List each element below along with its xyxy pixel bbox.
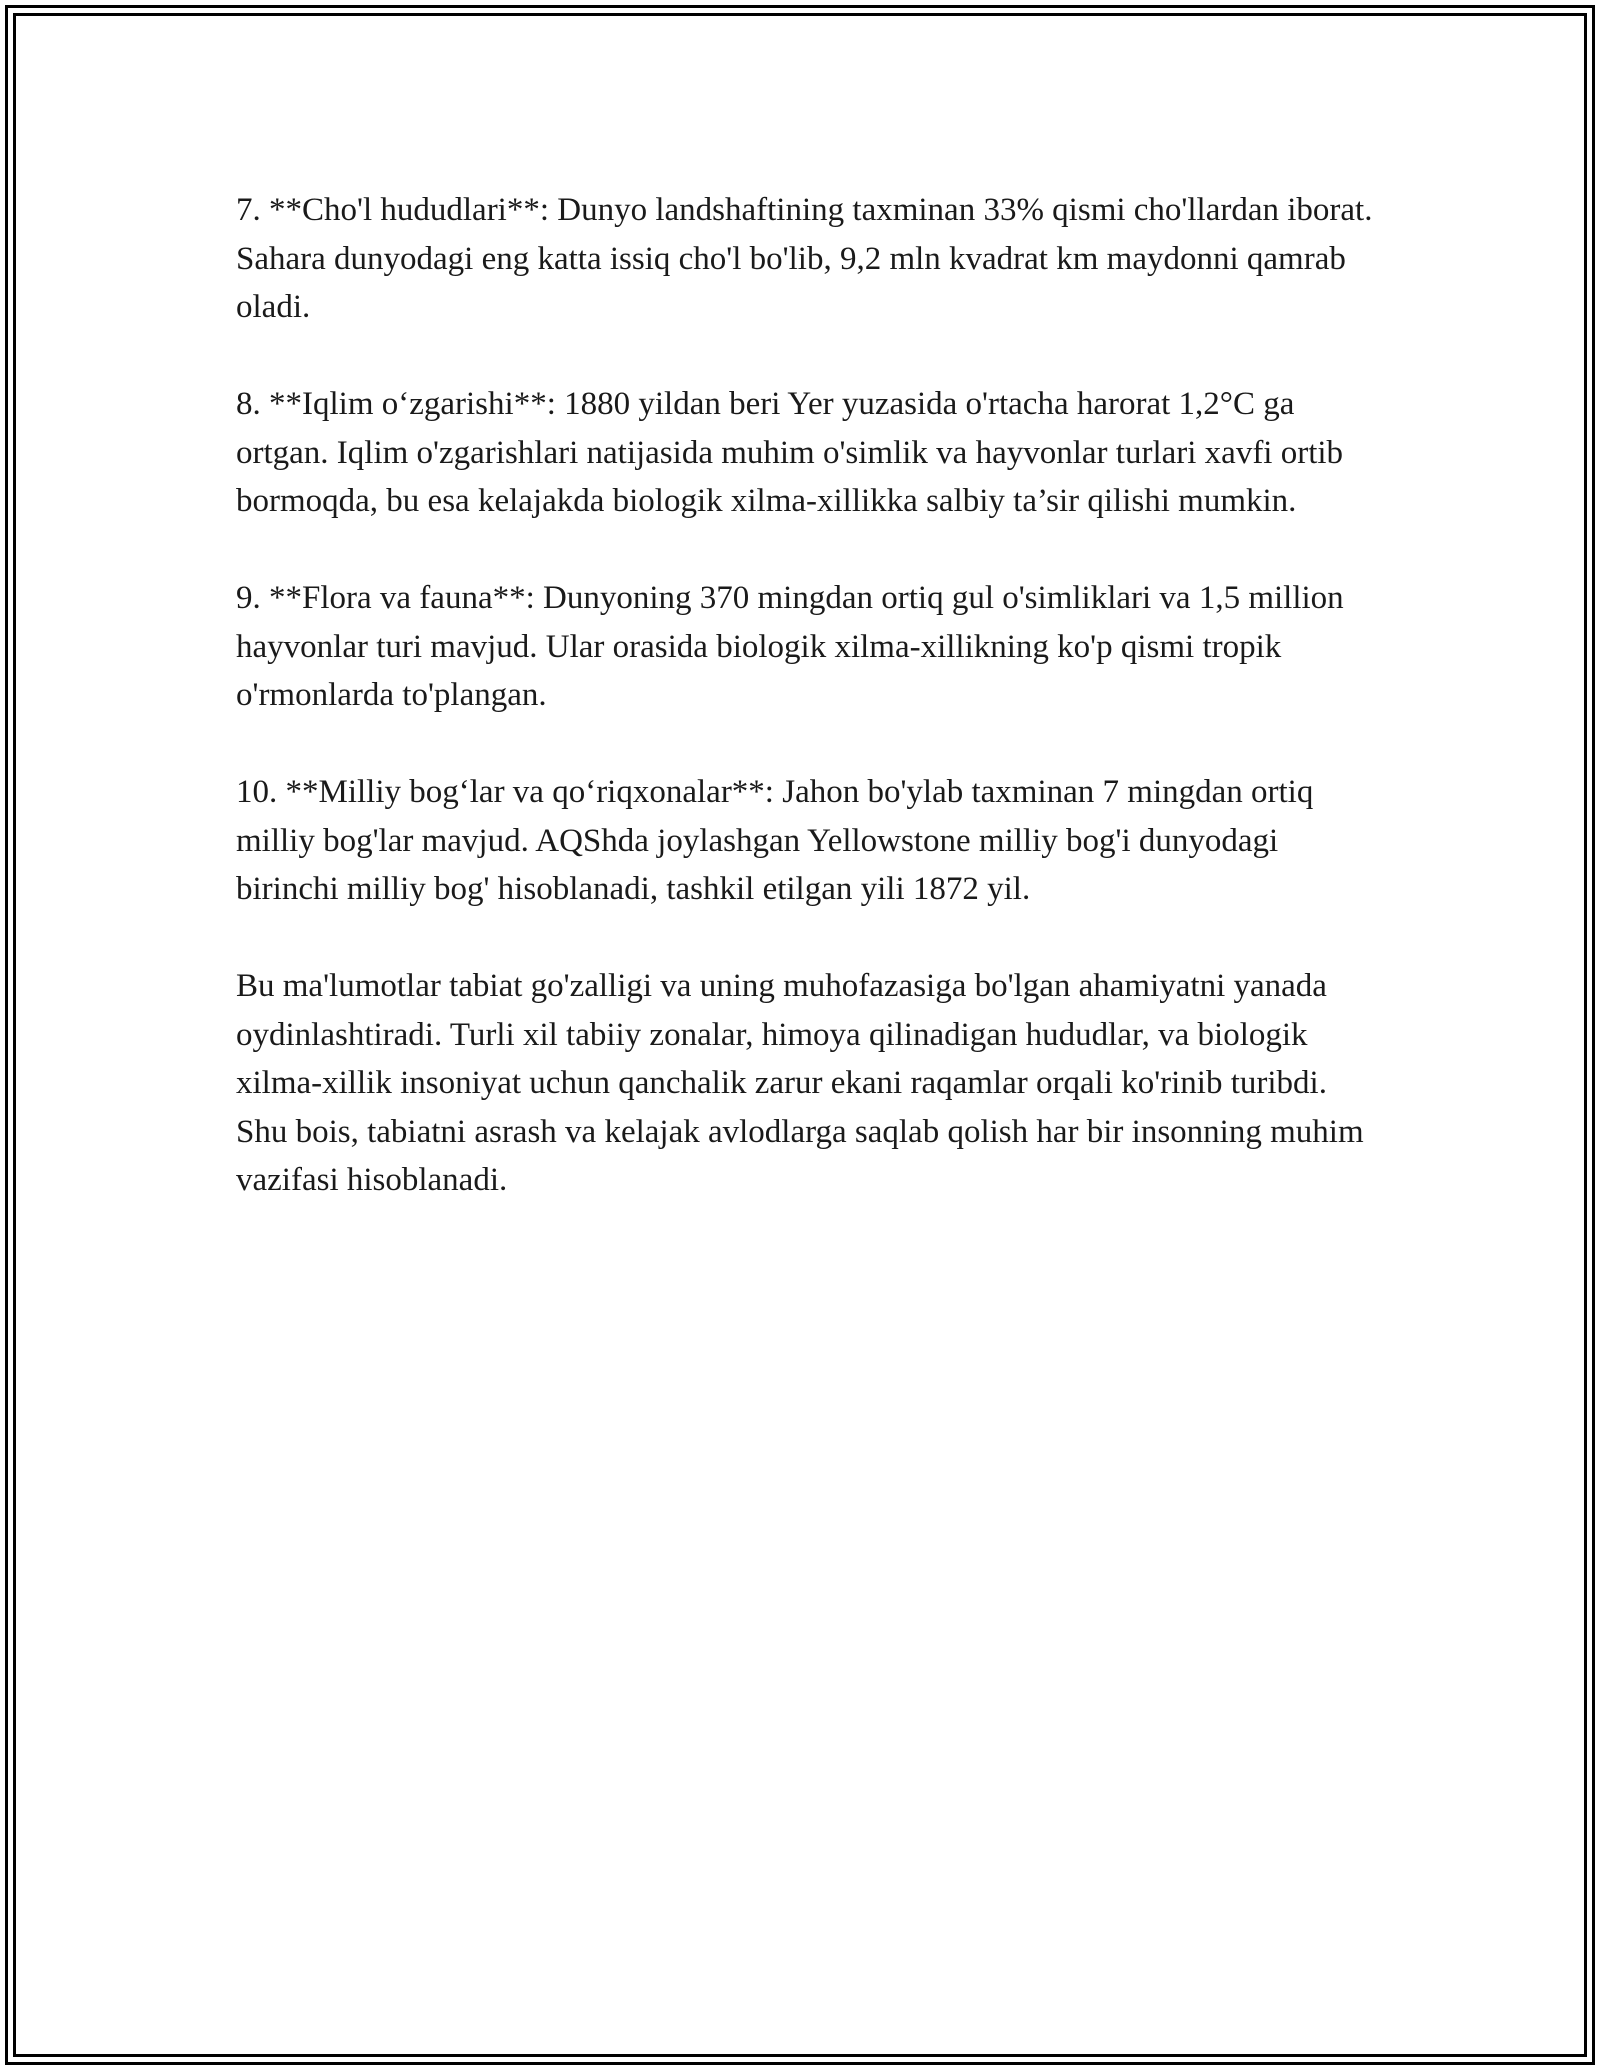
document-body xyxy=(236,186,1376,1253)
paragraph-climate-change: 8. **Iqlim o‘zgarishi**: 1880 yildan beri Yer yuzasida o'rtacha harorat 1,2°C ga ortgan. Iqlim o'zgarishlari natijasida muhim o'simlik va hayvonlar turlari xavfi ortib bormoqda, bu esa kelajakda biologik xilma-xillikka salbiy ta’sir qilishi mumkin. xyxy=(236,386,1344,519)
paragraph-national-parks: 10. **Milliy bog‘lar va qo‘riqxonalar**: Jahon bo'ylab taxminan 7 mingdan ortiq milliy bog'lar mavjud. AQShda joylashgan Yellowstone milliy bog'i dunyodagi birinchi milliy bog' hisoblanadi, tashkil etilgan yili 1872 yil. xyxy=(236,774,1314,907)
paragraph-conclusion: Bu ma'lumotlar tabiat go'zalligi va uning muhofazasiga bo'lgan ahamiyatni yanada oydinlashtiradi. Turli xil tabiiy zonalar, himoya qilinadigan hududlar, va biologik xilma-xillik insoniyat uchun qanchalik zarur ekani raqamlar orqali ko'rinib turibdi. Shu bois, tabiatni asrash va kelajak avlodlarga saqlab qolish har bir insonning muhim vazifasi hisoblanadi. xyxy=(236,968,1364,1198)
paragraph-desert-regions: 7. **Cho'l hududlari**: Dunyo landshaftining taxminan 33% qismi cho'llardan iborat. Sahara dunyodagi eng katta issiq cho'l bo'lib, 9,2 mln kvadrat km maydonni qamrab oladi. xyxy=(236,192,1373,325)
paragraph-flora-fauna: 9. **Flora va fauna**: Dunyoning 370 mingdan ortiq gul o'simliklari va 1,5 million hayvonlar turi mavjud. Ular orasida biologik xilma-xillikning ko'p qismi tropik o'rmonlarda to'plangan. xyxy=(236,580,1344,713)
